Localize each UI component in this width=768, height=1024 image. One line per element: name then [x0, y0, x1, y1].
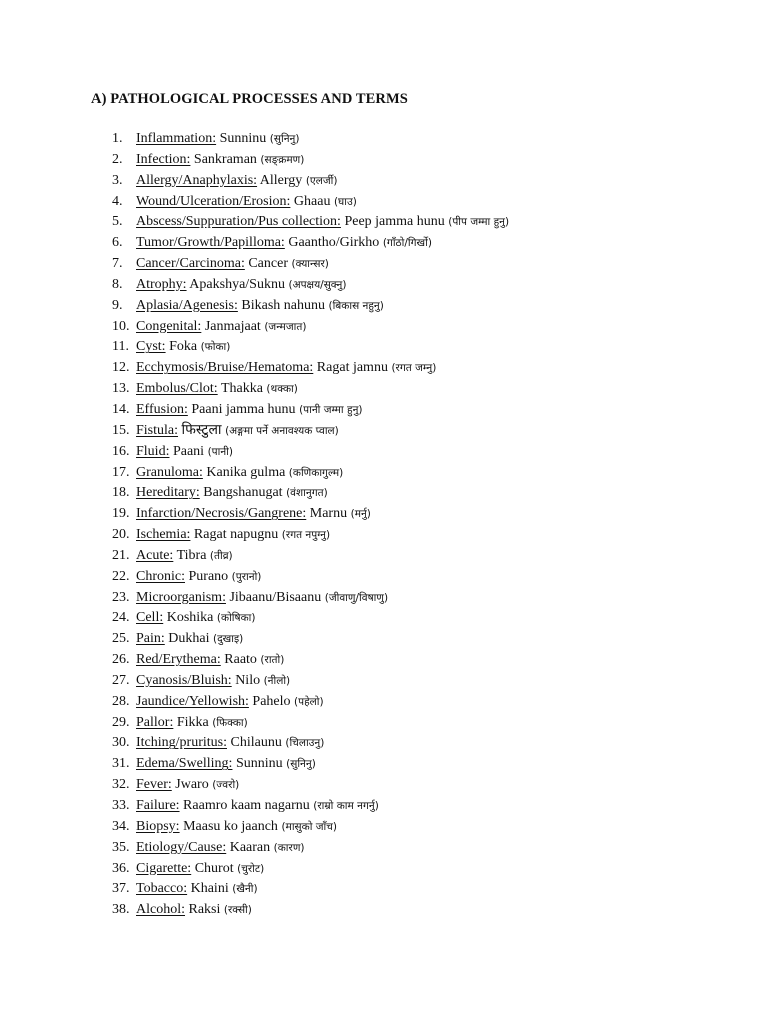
term-meaning: Churot [194, 860, 234, 876]
term-native-script: (अपक्षय/सुक्नु) [288, 278, 347, 291]
item-number: 8. [112, 276, 123, 292]
list-item [0, 379, 768, 400]
list-item [0, 900, 768, 921]
term-native-script: (रगत नपुग्नु) [281, 529, 331, 542]
term-meaning: Gaantho/Girkho [288, 235, 380, 251]
list-item [0, 463, 768, 484]
item-entry [136, 129, 299, 150]
term-native-script: (रक्सी) [223, 904, 252, 917]
item-number: 34. [112, 818, 130, 834]
term-label: Chronic: [136, 568, 185, 584]
term-native-script: (मर्नु) [350, 508, 371, 521]
term-label: Cyst: [136, 339, 166, 355]
term-label: Red/Erythema: [136, 652, 221, 668]
term-label: Effusion: [136, 401, 188, 417]
term-native-script: (ज्वरो) [212, 779, 240, 792]
item-number: 2. [112, 151, 123, 167]
term-native-script: (कणिकागुल्म) [288, 466, 344, 479]
item-entry [136, 171, 337, 192]
term-meaning: Ragat napugnu [193, 527, 279, 543]
list-item [0, 129, 768, 150]
item-entry [136, 859, 264, 880]
term-label: Edema/Swelling: [136, 756, 233, 772]
item-number: 32. [112, 777, 130, 793]
item-entry [136, 337, 230, 358]
term-meaning: Kaaran [229, 839, 271, 855]
term-label: Jaundice/Yellowish: [136, 693, 249, 709]
term-label: Granuloma: [136, 464, 203, 480]
list-item [0, 733, 768, 754]
term-native-script: (फोका) [200, 341, 231, 354]
item-entry [136, 671, 290, 692]
item-number: 12. [112, 360, 130, 376]
term-label: Ischemia: [136, 527, 191, 543]
term-meaning: Cancer [248, 256, 288, 272]
item-entry [136, 275, 346, 296]
list-item [0, 337, 768, 358]
term-meaning: Paani [172, 443, 205, 459]
item-number: 20. [112, 527, 130, 543]
term-native-script: (थक्का) [266, 383, 298, 396]
term-meaning: Chilaunu [230, 735, 282, 751]
list-item [0, 317, 768, 338]
item-number: 29. [112, 714, 130, 730]
item-entry [136, 713, 248, 734]
term-label: Acute: [136, 547, 174, 563]
list-item [0, 233, 768, 254]
term-meaning: Sunninu [219, 131, 267, 146]
list-item [0, 150, 768, 171]
term-native-script: (जीवाणु/विषाणु) [324, 591, 389, 604]
item-number: 22. [112, 568, 130, 584]
list-item [0, 650, 768, 671]
term-label: Failure: [136, 798, 180, 813]
list-item [0, 692, 768, 713]
list-item [0, 546, 768, 567]
term-native-script: (खैनी) [232, 883, 258, 896]
term-label: Itching/pruritus: [136, 735, 227, 751]
item-entry [136, 192, 357, 213]
term-meaning: Raato [224, 652, 257, 668]
term-label: Fever: [136, 777, 172, 793]
term-native-script: (रातो) [260, 654, 285, 667]
item-number: 5. [112, 214, 123, 230]
term-native-script: (बिकास नहुनु) [328, 299, 384, 312]
item-entry [136, 754, 316, 775]
term-meaning: Tibra [176, 547, 207, 563]
section-heading: A) PATHOLOGICAL PROCESSES AND TERMS [91, 91, 408, 107]
list-item [0, 254, 768, 275]
item-number: 33. [112, 798, 130, 813]
term-meaning: Thakka [220, 381, 263, 397]
term-native-script: (घाउ) [333, 195, 357, 208]
list-item [0, 275, 768, 296]
list-item [0, 775, 768, 796]
item-entry [136, 796, 379, 817]
term-native-script: (पानी) [207, 445, 234, 458]
term-label: Biopsy: [136, 818, 180, 834]
term-label: Alcohol: [136, 902, 185, 918]
term-native-script: (कोषिका) [216, 612, 256, 625]
list-item [0, 817, 768, 838]
list-item [0, 171, 768, 192]
list-item [0, 879, 768, 900]
term-label: Fluid: [136, 443, 170, 459]
list-item [0, 358, 768, 379]
item-entry [136, 692, 324, 713]
list-item [0, 859, 768, 880]
term-native-script: (मासुको जाँच) [281, 820, 338, 833]
term-native-script: (सुनिनु) [286, 758, 316, 771]
term-meaning: Dukhai [168, 631, 210, 647]
list-item [0, 296, 768, 317]
list-item [0, 754, 768, 775]
term-native-script: (सङ्क्रमण) [260, 153, 305, 166]
term-native-script: (कारण) [273, 841, 305, 854]
item-entry [136, 379, 298, 400]
item-number: 24. [112, 610, 130, 626]
list-item [0, 525, 768, 546]
item-entry [136, 212, 509, 233]
item-entry [136, 879, 258, 900]
term-meaning: Jwaro [175, 777, 209, 793]
item-entry [136, 296, 384, 317]
term-native-script: (एलर्जी) [305, 174, 338, 187]
item-entry [136, 900, 252, 921]
item-entry [136, 317, 306, 338]
term-meaning: Bangshanugat [203, 485, 283, 501]
term-native-script: (नीलो) [263, 674, 291, 687]
term-label: Cigarette: [136, 860, 192, 876]
term-meaning: Koshika [166, 610, 214, 626]
term-meaning: Sunninu [235, 756, 283, 772]
item-number: 28. [112, 693, 130, 709]
term-label: Inflammation: [136, 131, 217, 146]
term-native-script: (जन्मजात) [264, 320, 307, 333]
list-item [0, 629, 768, 650]
list-item [0, 608, 768, 629]
list-item [0, 567, 768, 588]
term-native-script: (फिक्का) [212, 716, 248, 729]
list-item [0, 838, 768, 859]
item-entry [136, 254, 329, 275]
list-item [0, 442, 768, 463]
list-item [0, 796, 768, 817]
item-entry [136, 546, 233, 567]
term-meaning: Fikka [176, 714, 209, 730]
item-entry [136, 775, 239, 796]
item-number: 25. [112, 631, 130, 647]
term-native-script: (पीप जम्मा हुनु) [448, 216, 510, 229]
item-number: 23. [112, 589, 130, 605]
item-number: 17. [112, 464, 130, 480]
list-item [0, 713, 768, 734]
item-entry [136, 150, 304, 171]
item-number: 21. [112, 547, 130, 563]
item-entry [136, 629, 243, 650]
item-number: 27. [112, 672, 130, 688]
term-label: Pallor: [136, 714, 174, 730]
term-native-script: (चिलाउनु) [285, 737, 325, 750]
item-number: 9. [112, 297, 123, 313]
list-item [0, 212, 768, 233]
item-number: 3. [112, 172, 123, 188]
item-entry [136, 733, 324, 754]
term-meaning: Raamro kaam nagarnu [183, 798, 310, 813]
term-meaning: Maasu ko jaanch [183, 818, 278, 834]
term-meaning: Paani jamma hunu [191, 401, 296, 417]
term-meaning: Allergy [259, 172, 303, 188]
item-entry [136, 483, 328, 504]
term-meaning: Kanika gulma [206, 464, 286, 480]
item-entry [136, 588, 388, 609]
item-entry [136, 838, 305, 859]
term-native-script: (पहेलो) [294, 695, 324, 708]
item-number: 30. [112, 735, 130, 751]
term-label: Cyanosis/Bluish: [136, 672, 232, 688]
term-label: Microorganism: [136, 589, 226, 605]
term-meaning: फिस्टुला [181, 422, 222, 438]
term-label: Allergy/Anaphylaxis: [136, 172, 258, 188]
item-entry [136, 525, 330, 546]
item-number: 35. [112, 839, 130, 855]
term-native-script: (गाँठो/गिर्खो) [382, 237, 432, 250]
term-label: Wound/Ulceration/Erosion: [136, 193, 291, 209]
term-label: Ecchymosis/Bruise/Hematoma: [136, 360, 314, 376]
item-entry [136, 463, 343, 484]
term-label: Embolus/Clot: [136, 381, 218, 397]
term-native-script: (तीव्र) [209, 549, 233, 562]
term-meaning: Jibaanu/Bisaanu [229, 589, 322, 605]
item-number: 31. [112, 756, 130, 772]
term-label: Infarction/Necrosis/Gangrene: [136, 506, 307, 522]
term-native-script: (क्यान्सर) [291, 258, 329, 271]
item-number: 19. [112, 506, 130, 522]
item-number: 16. [112, 443, 130, 459]
term-label: Atrophy: [136, 276, 187, 292]
term-meaning: Ghaau [293, 193, 331, 209]
term-meaning: Foka [169, 339, 198, 355]
term-label: Congenital: [136, 318, 202, 334]
list-item [0, 421, 768, 442]
term-label: Tumor/Growth/Papilloma: [136, 235, 285, 251]
term-native-script: (पानी जम्मा हुनु) [299, 403, 363, 416]
item-number: 14. [112, 401, 130, 417]
item-number: 18. [112, 485, 130, 501]
term-label: Pain: [136, 631, 165, 647]
item-number: 38. [112, 902, 130, 918]
item-entry [136, 608, 255, 629]
term-label: Aplasia/Agenesis: [136, 297, 238, 313]
term-meaning: Pahelo [252, 693, 291, 709]
item-entry [136, 567, 261, 588]
list-item [0, 588, 768, 609]
list-item [0, 192, 768, 213]
item-entry [136, 400, 363, 421]
item-entry [136, 817, 337, 838]
term-label: Tobacco: [136, 881, 188, 897]
item-number: 1. [112, 131, 123, 146]
list-item [0, 671, 768, 692]
term-label: Etiology/Cause: [136, 839, 227, 855]
term-native-script: (रगत जम्नु) [391, 362, 437, 375]
term-meaning: Apakshya/Suknu [189, 276, 285, 292]
term-label: Abscess/Suppuration/Pus collection: [136, 214, 341, 230]
item-entry [136, 650, 284, 671]
term-native-script: (पुरानो) [231, 570, 262, 583]
item-number: 6. [112, 235, 123, 251]
term-label: Fistula: [136, 422, 179, 438]
term-meaning: Nilo [235, 672, 261, 688]
term-meaning: Peep jamma hunu [344, 214, 445, 230]
item-number: 36. [112, 860, 130, 876]
item-number: 11. [112, 339, 129, 355]
term-native-script: (अङ्गमा पर्ने अनावश्यक प्वाल) [225, 424, 339, 437]
term-meaning: Purano [188, 568, 229, 584]
term-label: Cancer/Carcinoma: [136, 256, 245, 272]
item-number: 15. [112, 422, 130, 438]
term-label: Cell: [136, 610, 164, 626]
term-label: Infection: [136, 151, 191, 167]
item-number: 4. [112, 193, 123, 209]
item-number: 26. [112, 652, 130, 668]
term-meaning: Bikash nahunu [241, 297, 325, 313]
item-entry [136, 442, 233, 463]
list-item [0, 504, 768, 525]
term-native-script: (वंशानुगत) [286, 487, 328, 500]
item-entry [136, 421, 339, 442]
term-meaning: Ragat jamnu [316, 360, 388, 376]
term-meaning: Khaini [190, 881, 229, 897]
term-native-script: (दुखाइ) [213, 633, 244, 646]
term-meaning: Raksi [188, 902, 221, 918]
term-meaning: Marnu [309, 506, 348, 522]
item-entry [136, 358, 436, 379]
item-number: 7. [112, 256, 123, 272]
term-meaning: Sankraman [193, 151, 257, 167]
term-native-script: (सुनिनु) [269, 133, 300, 145]
term-native-script: (चुरोट) [237, 862, 265, 875]
term-list [0, 129, 768, 921]
term-label: Hereditary: [136, 485, 200, 501]
item-entry [136, 233, 432, 254]
item-number: 10. [112, 318, 130, 334]
item-number: 37. [112, 881, 130, 897]
list-item [0, 483, 768, 504]
item-entry [136, 504, 371, 525]
list-item [0, 400, 768, 421]
item-number: 13. [112, 381, 130, 397]
term-meaning: Janmajaat [204, 318, 261, 334]
term-native-script: (राम्रो काम नगर्नु) [313, 800, 379, 812]
